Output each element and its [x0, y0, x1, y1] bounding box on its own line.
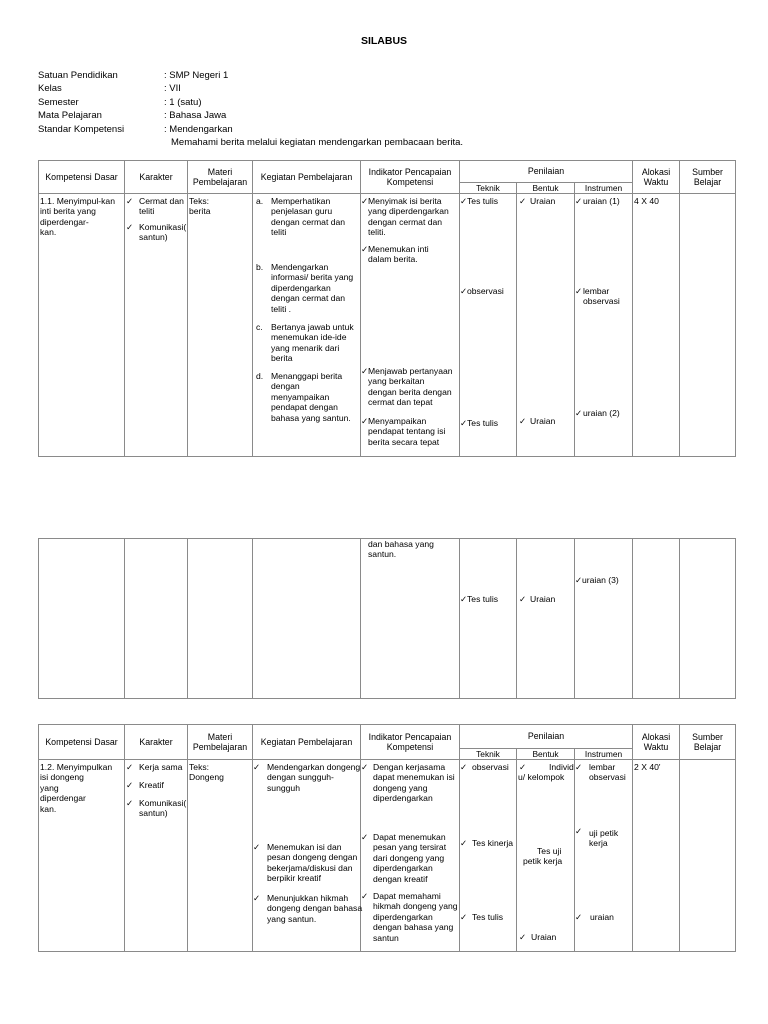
- bentuk-text: Uraian: [530, 594, 556, 604]
- bentuk-text: petik kerja: [523, 856, 563, 867]
- check-icon: ✓: [361, 762, 369, 772]
- check-icon: ✓: [361, 832, 369, 842]
- kd-text: inti berita yang: [40, 206, 96, 217]
- kegiatan-text: dengan cermat dan: [271, 293, 346, 304]
- instrumen-text: uraian (1): [583, 196, 620, 206]
- check-icon: ✓: [126, 798, 134, 808]
- check-icon: ✓: [253, 893, 261, 903]
- syllabus-table-1: [38, 160, 736, 457]
- check-icon: ✓: [126, 222, 134, 232]
- karakter-text: Komunikasi(: [139, 798, 187, 808]
- indikator-text: santun: [373, 932, 399, 943]
- meta-key: Kelas: [38, 83, 62, 95]
- table-row: [39, 539, 736, 699]
- check-icon: ✓: [519, 932, 527, 942]
- teknik-text: Tes kinerja: [472, 838, 514, 848]
- bentuk-text: Uraian: [531, 932, 557, 942]
- indikator-text: Menyimak isi berita: [368, 196, 442, 206]
- bentuk-text: Uraian: [530, 416, 556, 426]
- teknik-text: Tes tulis: [472, 912, 504, 922]
- header-alokasi: Alokasi Waktu: [633, 725, 680, 760]
- bentuk-text: Tes uji: [537, 846, 562, 856]
- instrumen-text: uraian: [590, 912, 614, 922]
- alokasi-text: 4 X 40: [634, 196, 659, 206]
- indikator-text: diperdengarkan: [373, 911, 433, 922]
- check-icon: ✓: [126, 196, 134, 206]
- check-icon: ✓: [575, 912, 583, 922]
- meta-value: : SMP Negeri 1: [164, 70, 229, 81]
- instrumen-text: uraian (2): [583, 408, 620, 418]
- karakter-text: santun): [139, 232, 168, 243]
- meta-value: : VII: [164, 83, 181, 95]
- sumber-cell: [680, 760, 736, 952]
- kd-text: 1.1. Menyimpul-kan: [40, 196, 115, 206]
- kegiatan-text: diperdengarkan: [271, 282, 331, 293]
- check-icon: ✓: [460, 838, 468, 848]
- check-icon: ✓: [575, 196, 583, 206]
- kegiatan-text: Menanggapi berita: [271, 371, 343, 381]
- materi-text: berita: [189, 206, 211, 217]
- kegiatan-marker: b.: [256, 262, 264, 272]
- header-penilaian: Penilaian: [460, 161, 633, 183]
- indikator-text: Dapat memahami: [373, 891, 441, 901]
- indikator-text: hikmah dongeng yang: [373, 901, 458, 912]
- instrumen-text: lembar: [583, 286, 610, 296]
- header-penilaian: Penilaian: [460, 725, 633, 749]
- kegiatan-text: penjelasan guru: [271, 206, 333, 217]
- indikator-text: yang berkaitan: [368, 376, 425, 387]
- page-title: SILABUS: [360, 35, 408, 47]
- meta-key: Semester: [38, 96, 79, 108]
- header-karakter: Karakter: [125, 725, 188, 760]
- kegiatan-text: Menunjukkan hikmah: [267, 893, 349, 903]
- instrumen-text: lembar: [589, 762, 616, 772]
- kegiatan-text: bahasa yang santun.: [271, 412, 351, 423]
- check-icon: ✓: [460, 418, 468, 428]
- kegiatan-text: Memperhatikan: [271, 196, 331, 206]
- alokasi-text: 2 X 40': [634, 762, 661, 772]
- check-icon: ✓: [519, 416, 527, 426]
- check-icon: ✓: [575, 286, 583, 296]
- check-icon: ✓: [575, 762, 583, 772]
- syllabus-table-3: [38, 724, 736, 952]
- kegiatan-text: berita: [271, 353, 293, 364]
- instrumen-text: uraian (3): [582, 575, 619, 585]
- instrumen-text: uji petik: [589, 828, 619, 838]
- header-teknik: Teknik: [460, 183, 517, 194]
- indikator-text: yang diperdengarkan: [368, 206, 449, 217]
- kegiatan-text: yang menarik dari: [271, 342, 340, 353]
- kegiatan-text: Menemukan isi dan: [267, 842, 342, 852]
- kegiatan-text: Mendengarkan dongeng: [267, 762, 361, 772]
- indikator-text: dapat menemukan isi: [373, 772, 455, 783]
- check-icon: ✓: [361, 244, 369, 254]
- karakter-text: Cermat dan: [139, 196, 184, 206]
- materi-text: Teks:: [189, 762, 210, 772]
- check-icon: ✓: [460, 594, 468, 604]
- header-instrumen: Instrumen: [575, 749, 633, 760]
- teknik-text: Tes tulis: [467, 196, 499, 206]
- check-icon: ✓: [575, 408, 583, 418]
- materi-text: Dongeng: [189, 772, 224, 783]
- sumber-cell: [680, 194, 736, 457]
- kegiatan-text: bekerjama/diskusi dan: [267, 862, 353, 873]
- kegiatan-text: menyampaikan: [271, 391, 330, 402]
- instrumen-text: observasi: [589, 772, 626, 783]
- kegiatan-text: dengan sungguh-: [267, 772, 334, 783]
- kegiatan-marker: d.: [256, 371, 264, 381]
- kegiatan-text: pendapat dengan: [271, 402, 338, 413]
- indikator-text: pendapat tentang isi: [368, 426, 446, 437]
- check-icon: ✓: [361, 416, 369, 426]
- bentuk-text: u/ kelompok: [518, 772, 565, 783]
- header-kegiatan: Kegiatan Pembelajaran: [253, 161, 361, 194]
- kd-text: yang: [40, 782, 59, 793]
- indikator-text: dari dongeng yang: [373, 852, 445, 863]
- check-icon: ✓: [126, 762, 134, 772]
- karakter-text: Kreatif: [139, 780, 164, 790]
- meta-key: Satuan Pendidikan: [38, 70, 118, 81]
- check-icon: ✓: [253, 842, 261, 852]
- kegiatan-text: dengan: [271, 381, 300, 392]
- indikator-text: diperdengarkan: [373, 863, 433, 874]
- header-bentuk: Bentuk: [517, 183, 575, 194]
- indikator-text: dan bahasa yang: [368, 539, 434, 549]
- check-icon: ✓: [460, 196, 468, 206]
- indikator-text: dongeng yang: [373, 782, 428, 793]
- meta-key: Standar Kompetensi: [38, 123, 125, 135]
- header-sumber: Sumber Belajar: [680, 161, 736, 194]
- check-icon: ✓: [460, 286, 468, 296]
- kegiatan-marker: a.: [256, 196, 264, 206]
- check-icon: ✓: [460, 912, 468, 922]
- header-bentuk: Bentuk: [517, 749, 575, 760]
- header-alokasi: Alokasi Waktu: [633, 161, 680, 194]
- header-teknik: Teknik: [460, 749, 517, 760]
- kd-text: 1.2. Menyimpulkan: [40, 762, 113, 772]
- check-icon: ✓: [575, 826, 583, 836]
- kd-text: kan.: [40, 227, 57, 238]
- header-kompetensi-dasar: Kompetensi Dasar: [39, 161, 125, 194]
- header-materi: Materi Pembelajaran: [188, 161, 253, 194]
- indikator-text: Dengan kerjasama: [373, 762, 446, 772]
- table-row: [39, 760, 736, 952]
- teknik-text: Tes tulis: [467, 418, 499, 428]
- header-instrumen: Instrumen: [575, 183, 633, 194]
- kd-text: diperdengar-: [40, 216, 89, 227]
- kegiatan-text: menemukan ide-ide: [271, 332, 347, 343]
- kegiatan-text: dongeng dengan bahasa: [267, 903, 363, 914]
- kegiatan-text: teliti .: [271, 303, 292, 314]
- meta-value: : 1 (satu): [164, 96, 202, 108]
- header-sumber: Sumber Belajar: [680, 725, 736, 760]
- materi-text: Teks:: [189, 196, 210, 206]
- check-icon: ✓: [126, 780, 134, 790]
- kegiatan-text: yang santun.: [267, 913, 317, 924]
- indikator-text: cermat dan tepat: [368, 397, 433, 408]
- indikator-text: Menemukan inti: [368, 244, 429, 254]
- check-icon: ✓: [361, 366, 369, 376]
- teknik-text: observasi: [472, 762, 509, 772]
- kegiatan-text: sungguh: [267, 782, 300, 793]
- kegiatan-marker: c.: [256, 322, 263, 332]
- kegiatan-text: dengan cermat dan: [271, 216, 346, 227]
- kegiatan-text: berpikir kreatif: [267, 873, 321, 884]
- header-kegiatan: Kegiatan Pembelajaran: [253, 725, 361, 760]
- check-icon: ✓: [361, 891, 369, 901]
- check-icon: ✓: [519, 594, 527, 604]
- meta-value: : Bahasa Jawa: [164, 110, 227, 122]
- syllabus-table-2: [38, 538, 736, 699]
- indikator-text: teliti.: [368, 227, 386, 238]
- header-indikator: Indikator Pencapaian Kompetensi: [361, 161, 460, 194]
- kd-text: kan.: [40, 803, 57, 814]
- indikator-text: dengan kreatif: [373, 873, 428, 884]
- indikator-text: Dapat menemukan: [373, 832, 446, 842]
- check-icon: ✓: [253, 762, 261, 772]
- indikator-text: santun.: [368, 549, 397, 560]
- check-icon: ✓: [575, 575, 583, 585]
- teknik-text: Tes tulis: [467, 594, 499, 604]
- instrumen-text: observasi: [583, 296, 620, 307]
- standar-kompetensi-text: Memahami berita melalui kegiatan mendengarkan pembacaan berita.: [171, 136, 464, 148]
- header-materi: Materi Pembelajaran: [188, 725, 253, 760]
- indikator-text: pesan yang tersirat: [373, 842, 447, 853]
- indikator-text: dalam berita.: [368, 254, 418, 265]
- karakter-text: Komunikasi(: [139, 222, 187, 232]
- indikator-text: diperdengarkan: [373, 793, 433, 804]
- meta-value: : Mendengarkan: [164, 123, 233, 135]
- karakter-text: teliti: [139, 206, 155, 217]
- header-indikator: Indikator Pencapaian Kompetensi: [361, 725, 460, 760]
- bentuk-text: Individ: [549, 762, 574, 772]
- indikator-text: Menyampaikan: [368, 416, 427, 426]
- bentuk-text: Uraian: [530, 196, 556, 206]
- header-kompetensi-dasar: Kompetensi Dasar: [39, 725, 125, 760]
- check-icon: ✓: [519, 196, 527, 206]
- check-icon: ✓: [519, 762, 527, 772]
- indikator-text: dengan bahasa yang: [373, 922, 454, 933]
- karakter-text: santun): [139, 808, 168, 819]
- indikator-text: dengan berita dengan: [368, 386, 452, 397]
- header-karakter: Karakter: [125, 161, 188, 194]
- check-icon: ✓: [361, 196, 369, 206]
- meta-key: Mata Pelajaran: [38, 110, 102, 122]
- kegiatan-text: pesan dongeng dengan: [267, 852, 358, 863]
- kd-text: diperdengar: [40, 793, 86, 804]
- instrumen-text: kerja: [589, 838, 608, 849]
- indikator-text: Menjawab pertanyaan: [368, 366, 453, 376]
- indikator-text: berita secara tepat: [368, 436, 440, 447]
- kegiatan-text: Bertanya jawab untuk: [271, 322, 354, 332]
- karakter-text: Kerja sama: [139, 762, 183, 772]
- table-row: [39, 194, 736, 457]
- check-icon: ✓: [460, 762, 468, 772]
- teknik-text: observasi: [467, 286, 504, 296]
- indikator-text: dengan cermat dan: [368, 216, 443, 227]
- kegiatan-text: teliti: [271, 227, 287, 238]
- kegiatan-text: Mendengarkan: [271, 262, 329, 272]
- kd-text: isi dongeng: [40, 772, 84, 783]
- kegiatan-text: informasi/ berita yang: [271, 272, 354, 283]
